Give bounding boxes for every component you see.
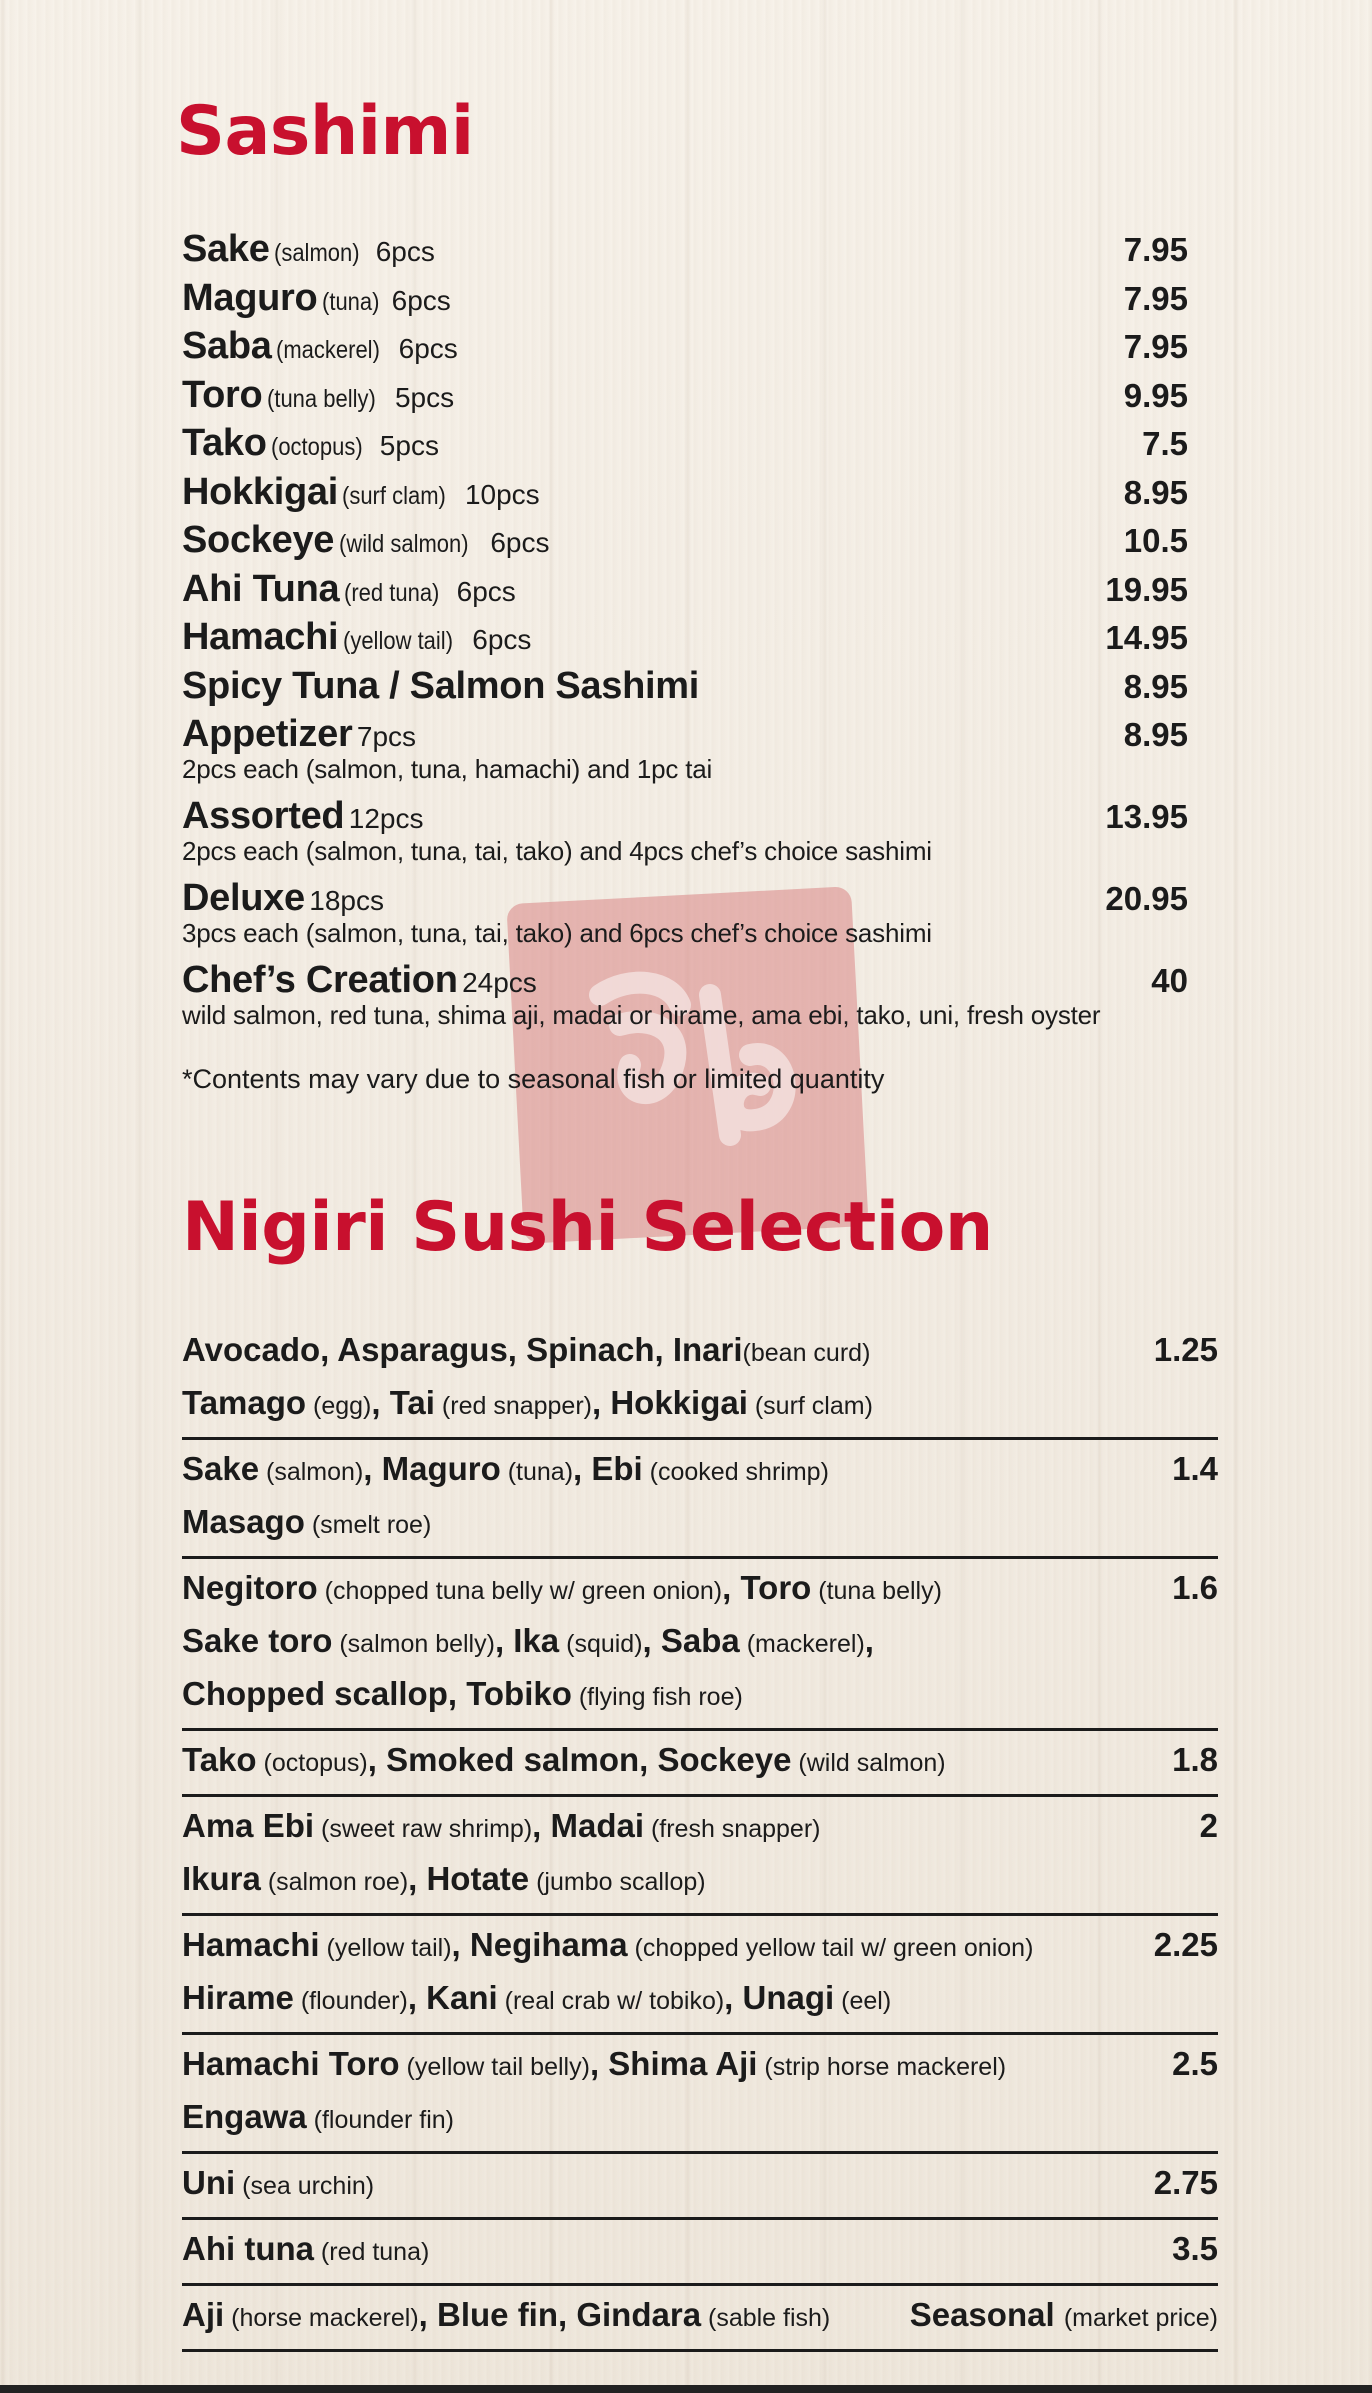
sashimi-item-note: (tuna belly)	[266, 384, 376, 413]
sashimi-item-price: 8.95	[1123, 716, 1188, 753]
nigiri-line	[182, 1378, 1218, 1431]
sashimi-item-name: Appetizer	[182, 713, 353, 755]
nigiri-name: Tako	[182, 1741, 257, 1778]
sashimi-item-label	[182, 959, 537, 1002]
nigiri-note: (mackerel)	[739, 1630, 865, 1658]
nigiri-list	[182, 1325, 1218, 2352]
nigiri-price	[1154, 2158, 1218, 2207]
nigiri-note: (horse mackerel)	[224, 2304, 419, 2332]
nigiri-price	[1154, 1325, 1218, 1374]
sashimi-item-label	[182, 665, 699, 708]
nigiri-note: (flounder fin)	[306, 2106, 454, 2134]
nigiri-name: ,	[864, 1622, 874, 1659]
sashimi-item-line	[182, 713, 1188, 756]
nigiri-name: , Hotate	[408, 1860, 530, 1897]
nigiri-name: , Ika	[494, 1622, 560, 1659]
sashimi-item	[182, 616, 1188, 665]
nigiri-price-value: 2.5	[1172, 2045, 1218, 2082]
nigiri-note: (egg)	[306, 1392, 372, 1420]
nigiri-line	[182, 2158, 1218, 2211]
nigiri-price-value: Seasonal	[909, 2296, 1055, 2333]
sashimi-item	[182, 519, 1188, 568]
nigiri-price-value: 2.75	[1153, 2164, 1218, 2201]
nigiri-name: , Madai	[532, 1807, 644, 1844]
nigiri-note: (chopped yellow tail w/ green onion)	[627, 1934, 1034, 1962]
nigiri-name: Hamachi Toro	[182, 2045, 400, 2082]
sashimi-item-name: Hokkigai	[182, 470, 338, 513]
sashimi-item-desc: wild salmon, red tuna, shima aji, madai or hirame, ama ebi, tako, uni, fresh oyster	[182, 1000, 1101, 1030]
nigiri-group	[182, 1440, 1218, 1559]
nigiri-line	[182, 1616, 1218, 1669]
nigiri-group	[182, 2286, 1218, 2352]
nigiri-note: (tuna belly)	[811, 1577, 942, 1605]
nigiri-price-value: 2.25	[1153, 1926, 1218, 1963]
sashimi-list	[182, 228, 1188, 1041]
sashimi-item	[182, 877, 1188, 959]
nigiri-line	[182, 2039, 1218, 2092]
sashimi-item-price: 13.95	[1105, 798, 1188, 835]
sashimi-item-name: Sake	[182, 228, 270, 270]
nigiri-name: , Tai	[371, 1384, 435, 1421]
sashimi-item-price: 14.95	[1105, 619, 1188, 656]
sashimi-item-line	[182, 228, 1188, 271]
sashimi-item-line	[182, 795, 1188, 838]
sashimi-item	[182, 959, 1188, 1041]
nigiri-price	[1172, 2224, 1218, 2273]
nigiri-note: (sea urchin)	[235, 2172, 375, 2200]
nigiri-line	[182, 1801, 1218, 1854]
sashimi-item	[182, 665, 1188, 714]
nigiri-price-value: 3.5	[1172, 2230, 1218, 2267]
nigiri-name: Ahi tuna	[182, 2230, 314, 2267]
nigiri-group	[182, 2154, 1218, 2220]
sashimi-item-qty: 7pcs	[356, 721, 417, 752]
nigiri-name: Tamago	[182, 1384, 307, 1421]
nigiri-note: (flying fish roe)	[571, 1683, 743, 1711]
sashimi-item-qty: 6pcs	[398, 333, 458, 364]
sashimi-item-price: 7.95	[1123, 231, 1188, 268]
nigiri-line	[182, 2224, 1218, 2277]
nigiri-price	[1200, 1801, 1218, 1850]
sashimi-item-line	[182, 277, 1188, 320]
nigiri-note: (jumbo scallop)	[529, 1868, 706, 1896]
sashimi-item	[182, 228, 1188, 277]
nigiri-group	[182, 2220, 1218, 2286]
sashimi-item-line	[182, 519, 1188, 562]
sashimi-item-qty: 5pcs	[394, 381, 455, 413]
nigiri-price-value: 1.4	[1172, 1450, 1218, 1487]
nigiri-title: Nigiri Sushi Selection	[182, 1188, 993, 1267]
sashimi-item-name: Toro	[182, 373, 263, 416]
nigiri-group	[182, 1559, 1218, 1731]
sashimi-item	[182, 374, 1188, 423]
nigiri-note: (flounder)	[293, 1987, 408, 2015]
sashimi-item-name: Spicy Tuna / Salmon Sashimi	[182, 664, 699, 707]
sashimi-item-label	[182, 471, 540, 514]
sashimi-item-price: 40	[1151, 962, 1188, 999]
sashimi-item-note: (wild salmon)	[338, 530, 469, 558]
sashimi-item-label	[182, 568, 516, 611]
nigiri-note: (salmon belly)	[332, 1630, 495, 1658]
nigiri-name: Uni	[182, 2164, 236, 2201]
nigiri-note: (eel)	[834, 1987, 892, 2015]
sashimi-item-note: (mackerel)	[276, 336, 381, 364]
sashimi-item-label	[182, 795, 423, 838]
nigiri-group	[182, 1797, 1218, 1916]
sashimi-item-price: 10.5	[1123, 522, 1188, 559]
nigiri-name: , Smoked salmon, Sockeye	[367, 1741, 792, 1778]
nigiri-note: (smelt roe)	[304, 1511, 432, 1539]
nigiri-price	[910, 2290, 1218, 2343]
nigiri-price	[1172, 2039, 1218, 2088]
sashimi-item-line	[182, 877, 1188, 920]
sashimi-item-desc: 2pcs each (salmon, tuna, hamachi) and 1pc tai	[182, 754, 713, 784]
sashimi-item	[182, 568, 1188, 617]
nigiri-line	[182, 2092, 1218, 2145]
sashimi-item-line	[182, 325, 1188, 368]
sashimi-item-line	[182, 568, 1188, 611]
sashimi-item-qty: 6pcs	[490, 527, 550, 558]
nigiri-name: , Saba	[642, 1622, 740, 1659]
sashimi-item-price: 7.5	[1142, 425, 1188, 462]
nigiri-name: Sake	[182, 1450, 260, 1487]
sashimi-item-name: Tako	[182, 422, 267, 464]
nigiri-line	[182, 1497, 1218, 1550]
sashimi-item-label	[182, 877, 384, 920]
nigiri-note: (red tuna)	[313, 2238, 430, 2266]
nigiri-name: Ama Ebi	[182, 1807, 315, 1844]
sashimi-item-qty: 6pcs	[391, 284, 451, 316]
nigiri-line	[182, 1735, 1218, 1788]
sashimi-item-price: 20.95	[1105, 880, 1188, 917]
nigiri-note: (surf clam)	[747, 1392, 873, 1420]
sashimi-item-qty: 18pcs	[309, 885, 384, 916]
nigiri-name: Engawa	[182, 2098, 307, 2135]
nigiri-line	[182, 1854, 1218, 1907]
nigiri-name: Avocado, Asparagus, Spinach, Inari	[182, 1331, 743, 1368]
nigiri-name: , Unagi	[724, 1979, 835, 2016]
nigiri-name: Aji	[182, 2296, 225, 2333]
nigiri-note: (tuna)	[500, 1458, 574, 1486]
sashimi-item-note: (yellow tail)	[342, 627, 453, 655]
nigiri-name: , Shima Aji	[589, 2045, 758, 2082]
sashimi-item-qty: 6pcs	[472, 624, 532, 655]
nigiri-line	[182, 1563, 1218, 1616]
sashimi-item-label	[182, 325, 458, 368]
sashimi-item-name: Deluxe	[182, 877, 305, 919]
sashimi-item-price: 7.95	[1123, 279, 1188, 317]
sashimi-item-label	[182, 422, 439, 465]
nigiri-line	[182, 1444, 1218, 1497]
nigiri-note: (chopped tuna belly w/ green onion)	[317, 1577, 723, 1605]
nigiri-group	[182, 1916, 1218, 2035]
nigiri-note: (strip horse mackerel)	[757, 2053, 1007, 2081]
sashimi-item-price: 19.95	[1105, 570, 1188, 608]
nigiri-note: (wild salmon)	[791, 1749, 946, 1777]
sashimi-item-name: Chef’s Creation	[182, 959, 458, 1001]
sashimi-item	[182, 325, 1188, 374]
nigiri-note: (yellow tail)	[319, 1934, 452, 1962]
sashimi-item-name: Saba	[182, 325, 272, 367]
nigiri-name: Hirame	[182, 1979, 294, 2016]
nigiri-price-value: 2	[1199, 1807, 1218, 1844]
nigiri-name: Masago	[182, 1503, 305, 1540]
sashimi-item-qty: 6pcs	[456, 575, 516, 607]
sashimi-item-line	[182, 665, 1188, 708]
sashimi-item-desc: 2pcs each (salmon, tuna, tai, tako) and 4pcs chef’s choice sashimi	[182, 836, 932, 866]
nigiri-note: (salmon roe)	[260, 1868, 409, 1896]
sashimi-item-qty: 5pcs	[379, 430, 439, 461]
sashimi-item-label	[182, 713, 416, 756]
nigiri-group	[182, 2035, 1218, 2154]
sashimi-item-line	[182, 422, 1188, 465]
sashimi-item-note: (tuna)	[321, 287, 380, 316]
nigiri-name: , Hokkigai	[592, 1384, 748, 1421]
sashimi-item-price: 8.95	[1123, 473, 1188, 511]
nigiri-price	[1172, 1735, 1218, 1784]
nigiri-name: , Maguro	[363, 1450, 501, 1487]
nigiri-note: (red snapper)	[434, 1392, 592, 1420]
sashimi-item-line	[182, 471, 1188, 514]
nigiri-name: Sake toro	[182, 1622, 333, 1659]
sashimi-item-qty: 12pcs	[348, 803, 424, 834]
sashimi-item-price: 9.95	[1123, 376, 1188, 414]
sashimi-item-qty: 10pcs	[464, 478, 540, 510]
sashimi-item-qty: 6pcs	[375, 236, 435, 267]
bottom-divider	[0, 2385, 1372, 2393]
sashimi-item-name: Maguro	[182, 276, 318, 319]
sashimi-item-price: 8.95	[1123, 667, 1188, 705]
nigiri-name: Chopped scallop, Tobiko	[182, 1675, 572, 1712]
nigiri-name: Ikura	[182, 1860, 261, 1897]
sashimi-item-note: (red tuna)	[343, 578, 440, 607]
sashimi-item-label	[182, 277, 451, 320]
nigiri-price-value: 1.8	[1172, 1741, 1218, 1778]
sashimi-item	[182, 422, 1188, 471]
nigiri-note: (sable fish)	[701, 2304, 831, 2332]
nigiri-note: (octopus)	[256, 1749, 368, 1777]
nigiri-price	[1172, 1444, 1218, 1493]
sashimi-item	[182, 713, 1188, 795]
nigiri-name: , Kani	[407, 1979, 498, 2016]
nigiri-group	[182, 1731, 1218, 1797]
sashimi-item-note: (surf clam)	[342, 481, 447, 510]
nigiri-note: (salmon)	[259, 1458, 364, 1486]
nigiri-note: (cooked shrimp)	[642, 1458, 829, 1486]
sashimi-item-line	[182, 959, 1188, 1002]
nigiri-line	[182, 1920, 1218, 1973]
sashimi-item-line	[182, 616, 1188, 659]
sashimi-notice: *Contents may vary due to seasonal fish or limited quantity	[182, 1064, 885, 1094]
sashimi-item	[182, 277, 1188, 326]
nigiri-line	[182, 1973, 1218, 2026]
nigiri-price	[1172, 1563, 1218, 1612]
nigiri-note: (fresh snapper)	[644, 1815, 821, 1843]
nigiri-name: , Blue fin, Gindara	[418, 2296, 702, 2333]
nigiri-price-note: (market price)	[1063, 2304, 1218, 2332]
nigiri-name: , Ebi	[573, 1450, 643, 1487]
sashimi-item-label	[182, 228, 435, 271]
nigiri-note: (bean curd)	[742, 1339, 871, 1367]
sashimi-item-price: 7.95	[1123, 328, 1188, 365]
nigiri-name: , Toro	[722, 1569, 812, 1606]
nigiri-note: (squid)	[559, 1630, 643, 1658]
nigiri-line	[182, 1669, 1218, 1722]
sashimi-item-name: Hamachi	[182, 616, 339, 658]
sashimi-item	[182, 471, 1188, 520]
nigiri-price	[1154, 1920, 1218, 1969]
nigiri-line	[182, 1325, 1218, 1378]
sashimi-item-desc: 3pcs each (salmon, tuna, tai, tako) and 6pcs chef’s choice sashimi	[182, 918, 932, 948]
nigiri-name: , Negihama	[451, 1926, 628, 1963]
nigiri-note: (yellow tail belly)	[399, 2053, 590, 2081]
sashimi-item-name: Ahi Tuna	[182, 567, 340, 610]
nigiri-price-value: 1.25	[1153, 1331, 1218, 1368]
sashimi-item-label	[182, 519, 549, 562]
sashimi-title: Sashimi	[176, 92, 474, 171]
sashimi-item-name: Assorted	[182, 795, 345, 837]
sashimi-item-note: (salmon)	[274, 239, 360, 267]
nigiri-name: Negitoro	[182, 1569, 318, 1606]
sashimi-item	[182, 795, 1188, 877]
nigiri-price-value: 1.6	[1172, 1569, 1218, 1606]
sashimi-item-line	[182, 374, 1188, 417]
nigiri-name: Hamachi	[182, 1926, 320, 1963]
nigiri-note: (real crab w/ tobiko)	[497, 1987, 725, 2015]
sashimi-item-name: Sockeye	[182, 519, 335, 561]
sashimi-item-qty: 24pcs	[462, 967, 537, 998]
nigiri-note: (sweet raw shrimp)	[314, 1815, 533, 1843]
sashimi-item-label	[182, 374, 454, 417]
sashimi-item-label	[182, 616, 531, 659]
nigiri-group	[182, 1325, 1218, 1440]
sashimi-item-note: (octopus)	[271, 433, 363, 461]
